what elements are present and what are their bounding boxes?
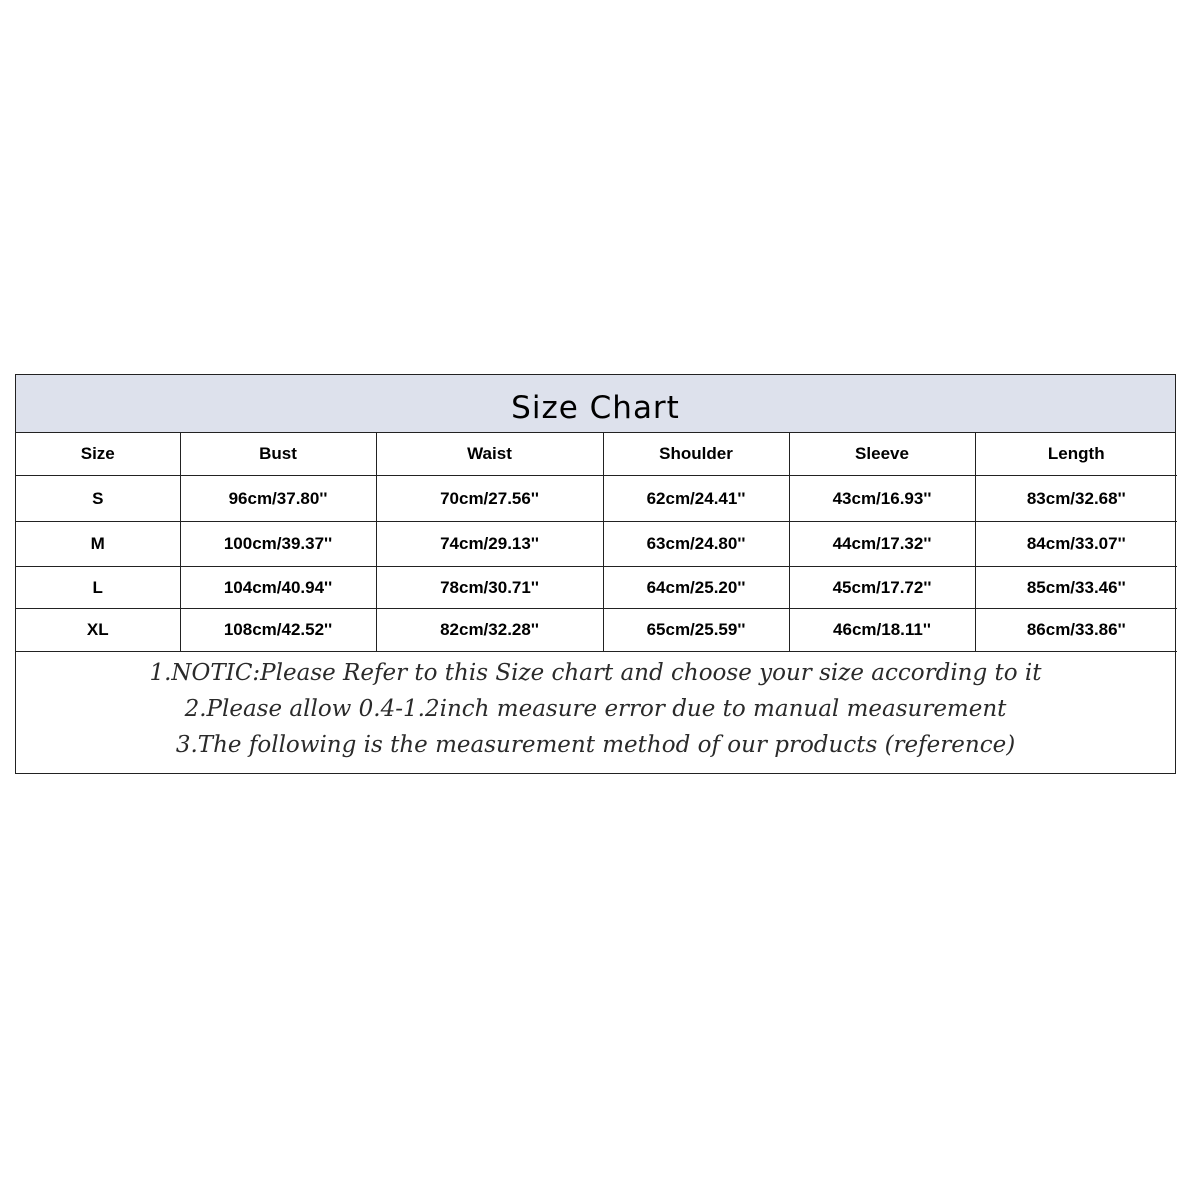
size-cell: XL [16,609,180,652]
header-row [16,433,1177,476]
column-header-waist: Waist [376,433,603,476]
length-cell: 83cm/32.68'' [975,476,1177,522]
waist-cell: 82cm/32.28'' [376,609,603,652]
sleeve-cell: 45cm/17.72'' [789,567,975,609]
shoulder-cell: 63cm/24.80'' [603,522,789,567]
sleeve-cell: 44cm/17.32'' [789,522,975,567]
column-header-shoulder: Shoulder [603,433,789,476]
column-header-size: Size [16,433,180,476]
note-line-2: 2.Please allow 0.4-1.2inch measure error due to manual measurement [184,696,1007,722]
size-cell: L [16,567,180,609]
waist-cell: 74cm/29.13'' [376,522,603,567]
chart-title: Size Chart [16,375,1175,433]
length-cell: 86cm/33.86'' [975,609,1177,652]
size-cell: S [16,476,180,522]
column-header-sleeve: Sleeve [789,433,975,476]
bust-cell: 108cm/42.52'' [180,609,376,652]
length-cell: 85cm/33.46'' [975,567,1177,609]
notes-section [16,652,1175,773]
waist-cell: 70cm/27.56'' [376,476,603,522]
size-table [16,433,1177,652]
waist-cell: 78cm/30.71'' [376,567,603,609]
sleeve-cell: 46cm/18.11'' [789,609,975,652]
sleeve-cell: 43cm/16.93'' [789,476,975,522]
note-line-3: 3.The following is the measurement method of our products (reference) [175,732,1016,758]
column-header-bust: Bust [180,433,376,476]
table-row [16,567,1177,609]
note-line-1: 1.NOTIC:Please Refer to this Size chart and choose your size according to it [149,660,1042,686]
table-row [16,609,1177,652]
length-cell: 84cm/33.07'' [975,522,1177,567]
size-cell: M [16,522,180,567]
table-row [16,522,1177,567]
size-chart [15,374,1176,774]
bust-cell: 96cm/37.80'' [180,476,376,522]
bust-cell: 104cm/40.94'' [180,567,376,609]
column-header-length: Length [975,433,1177,476]
shoulder-cell: 62cm/24.41'' [603,476,789,522]
shoulder-cell: 64cm/25.20'' [603,567,789,609]
table-row [16,476,1177,522]
bust-cell: 100cm/39.37'' [180,522,376,567]
shoulder-cell: 65cm/25.59'' [603,609,789,652]
